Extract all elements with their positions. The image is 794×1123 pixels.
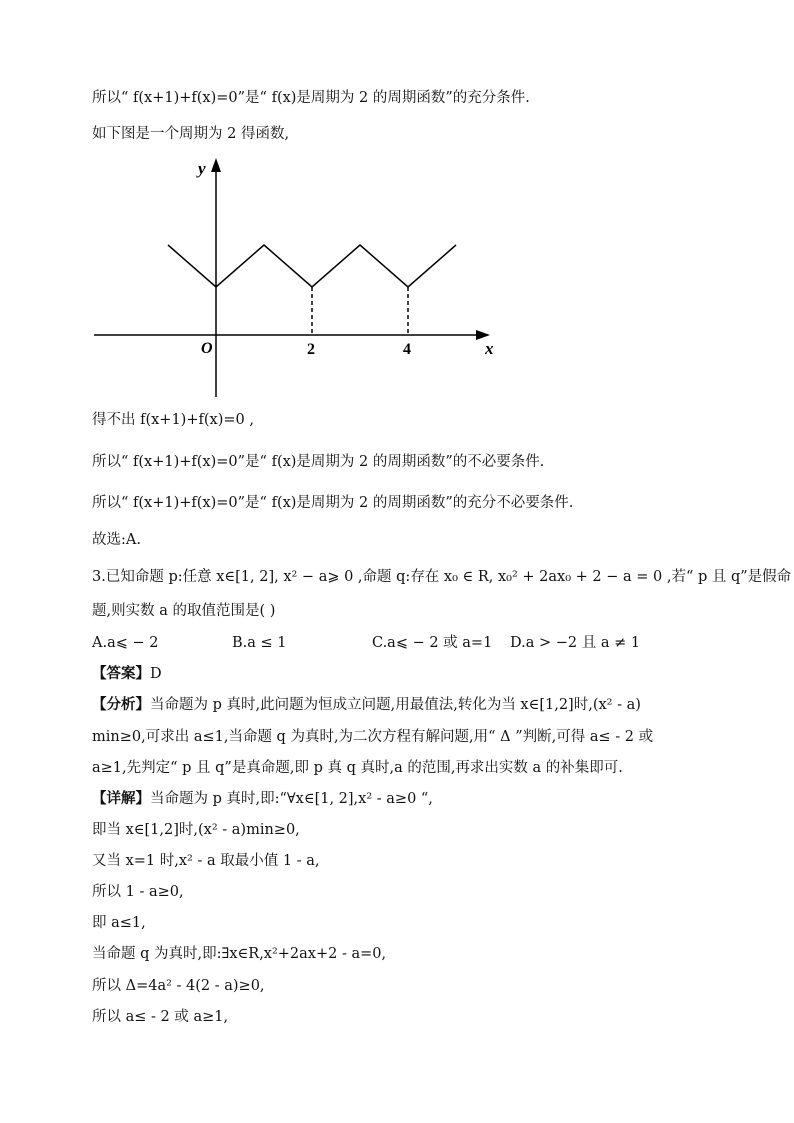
tick-label-2: 2	[307, 341, 315, 358]
analysis-text-1: 当命题为 p 真时,此问题为恒成立问题,用最值法,转化为当 x∈[1,2]时,(x² - a)	[150, 697, 641, 713]
periodic-function-graph	[0, 152, 794, 402]
analysis-line-2: min≥0,可求出 a≤1,当命题 q 为真时,为二次方程有解问题,用“ Δ ”判断,可得 a≤ - 2 或	[92, 729, 654, 745]
detail-line-4: 所以 1 - a≥0,	[92, 884, 184, 900]
x-axis-label: x	[485, 339, 494, 358]
line-conclusion: 所以“ f(x+1)+f(x)=0”是“ f(x)是周期为 2 的周期函数”的充分不必要条件.	[92, 495, 574, 511]
detail-tag: 【详解】	[92, 791, 150, 807]
answer-value: D	[150, 666, 162, 682]
analysis-line-3: a≥1,先判定“ p 且 q”是真命题,即 p 真 q 真时,a 的范围,再求出实数 a 的补集即可.	[92, 760, 623, 776]
analysis-tag: 【分析】	[92, 697, 150, 713]
line-graph-intro: 如下图是一个周期为 2 得函数,	[92, 126, 290, 142]
question-3-stem-cont: 题,则实数 a 的取值范围是( )	[92, 603, 276, 619]
detail-line-1	[92, 789, 433, 809]
detail-line-7: 所以 Δ=4a² - 4(2 - a)≥0,	[92, 978, 265, 994]
option-a: A.a⩽ − 2	[92, 635, 159, 651]
detail-line-3: 又当 x=1 时,x² - a 取最小值 1 - a,	[92, 853, 320, 869]
option-d: D.a > −2 且 a ≠ 1	[510, 635, 641, 651]
tick-label-4: 4	[403, 341, 411, 358]
function-curve	[168, 245, 456, 287]
answer-tag: 【答案】	[92, 666, 150, 682]
detail-line-8: 所以 a≤ - 2 或 a≥1,	[92, 1009, 229, 1025]
detail-line-2: 即当 x∈[1,2]时,(x² - a)min≥0,	[92, 822, 300, 838]
line-not-necessary: 所以“ f(x+1)+f(x)=0”是“ f(x)是周期为 2 的周期函数”的不必要条件.	[92, 454, 545, 470]
line-sufficient-condition: 所以“ f(x+1)+f(x)=0”是“ f(x)是周期为 2 的周期函数”的充分条件.	[92, 90, 530, 106]
option-b: B.a ≤ 1	[232, 635, 287, 651]
detail-text-1: 当命题为 p 真时,即:“∀x∈[1, 2],x² - a≥0 “,	[150, 791, 433, 807]
question-3-stem: 3.已知命题 p:任意 x∈[1, 2], x² − a⩾ 0 ,命题 q:存在 x₀ ∈ R, x₀² + 2ax₀ + 2 − a = 0 ,若“ p 且 q”是假命	[92, 569, 792, 585]
y-axis-arrow	[211, 158, 221, 172]
detail-line-5: 即 a≤1,	[92, 915, 146, 931]
origin-label: O	[201, 340, 213, 357]
y-axis-label: y	[198, 159, 206, 178]
analysis-line-1	[92, 695, 641, 715]
option-c: C.a⩽ − 2 或 a=1	[372, 635, 493, 651]
answer-line	[92, 664, 162, 684]
line-cannot-derive: 得不出 f(x+1)+f(x)=0 ,	[92, 412, 254, 428]
line-choose-a: 故选:A.	[92, 532, 141, 548]
detail-line-6: 当命题 q 为真时,即:∃x∈R,x²+2ax+2 - a=0,	[92, 946, 387, 962]
